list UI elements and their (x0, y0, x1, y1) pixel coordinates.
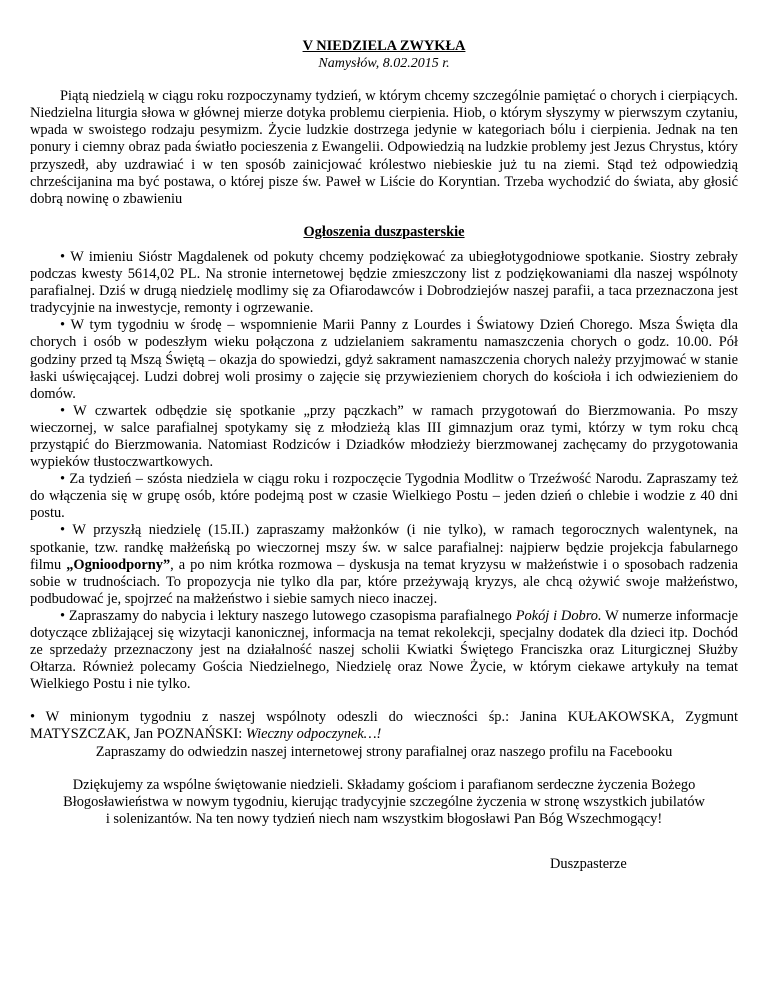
announcement-text: , a po nim krótka rozmowa – dyskusja na temat kryzysu w małżeństwie i o sposobach radzenia sobie w trudnościach. To propozycja nie tylko dla par, które przeżywają kryzys, ale chcą ożywić swoje małżeństwo, podbudować je, spojrzeć na małżeństwo i siebie samych nieco inaczej. (30, 556, 739, 607)
announcement-item: • W imieniu Sióstr Magdalenek od pokuty chcemy podziękować za ubiegłotygodniowe spotkanie. Siostry zebrały podczas kwesty 5614,02 PL. Na stronie internetowej będzie zmieszczony list z podziękowaniami dla naszej wspólnoty parafialnej. Dziś w drugą niedzielę modlimy się za Ofiarodawców i Dobrodziejów naszej parafii, a taca przeznaczona jest tradycyjnie na inwestycje, remonty i ogrzewanie. (30, 248, 738, 317)
announcement-text: • Zapraszamy do nabycia i lektury naszego lutowego czasopisma parafialnego (60, 607, 516, 624)
announcement-item: • W tym tygodniu w środę – wspomnienie Marii Panny z Lourdes i Światowy Dzień Chorego. Msza Święta dla chorych i osób w podeszłym wieku połączona z udzielaniem sakramentu namaszczenia chorych o godz. 10.00. Pół godziny przed tą Mszą Świętą – okazja do spowiedzi, gdyż sakrament namaszczenia chorych należy przyjmować w stanie łaski uświęcającej. Ludzi dobrej woli prosimy o zajęcie się przywiezieniem chorych do kościoła i ich odwiezieniem do domów. (30, 317, 738, 402)
obituary-prayer: Wieczny odpoczynek…! (245, 726, 382, 743)
intro-paragraph: Piątą niedzielą w ciągu roku rozpoczynamy tydzień, w którym chcemy szczególnie pamiętać o chorych i cierpiących. Niedzielna liturgia słowa w głównej mierze dotyka problemu cierpienia. Hiob, o którym słyszymy w pierwszym czytaniu, wpada w swoistego rodzaju pesymizm. Życie ludzkie dostrzega jedynie w kategoriach bólu i cierpienia. Jednak na ten ponury i ciemny obraz pada światło pocieszenia z Ewangelii. Odpowiedzią na ludzkie problemy jest Jezus Chrystus, który przyszedł, aby uzdrawiać i w ten sposób zainicjować królestwo niebieskie już tu na ziemi. Stąd też odpowiedzią chrześcijanina ma być postawa, o której pisze św. Paweł w Liście do Koryntian. Trzeba wychodzić do świata, aby głosić dobrą nowinę o zbawieniu (30, 88, 738, 207)
announcement-item: • Za tydzień – szósta niedziela w ciągu roku i rozpoczęcie Tygodnia Modlitw o Trzeźwość Narodu. Zapraszamy też do włączenia się w grupę osób, które podejmą post w czasie Wielkiego Postu – jeden dzień o chlebie i wodzie z 40 dni postu. (30, 471, 738, 522)
obituary-text: • W minionym tygodniu z naszej wspólnoty odeszli do wieczności śp.: Janina KUŁAKOWSKA, Zygmunt MATYSZCZAK, Jan POZNAŃSKI: (30, 709, 738, 743)
thanks-paragraph: Dziękujemy za wspólne świętowanie niedzieli. Składamy gościom i parafianom serdeczne życzenia Bożego Błogosławieństwa w nowym tygodniu, kierując tradycyjnie szczególne życzenia w stronę wszystkich jubilatów i solenizantów. Na ten nowy tydzień niech nam wszystkim błogosławi Pan Bóg Wszechmogący! (63, 776, 705, 827)
date-place: Namysłów, 8.02.2015 r. (318, 56, 450, 72)
announcement-text: W numerze informacje dotyczące zbliżającej się wizytacji kanonicznej, informacja na temat rekolekcji, specjalny dodatek dla dzieci itp. Dochód ze sprzedaży przeznaczony jest na działalność naszej scholii Kwiatki Świętego Franciszka oraz Liturgicznej Służby Ołtarza. Również polecamy Gościa Niedzielnego, Niedzielę oraz Nowe Życie, w którym ciekawe artykuły na temat Wielkiego Postu i nie tylko. (30, 607, 738, 693)
announcements-heading: Ogłoszenia duszpasterskie (303, 223, 465, 240)
obituary-paragraph (30, 709, 738, 743)
signature: Duszpasterze (550, 855, 627, 872)
page-title: V NIEDZIELA ZWYKŁA (302, 38, 466, 54)
announcement-item: • W czwartek odbędzie się spotkanie „przy pączkach” w ramach przygotowań do Bierzmowania. Po mszy wieczornej, w salce parafialnej spotykamy się z młodzieżą klas III gimnazjum oraz tymi, którzy w tym roku chcą przystąpić do Bierzmowania. Natomiast Rodziców i Dziadków młodzieży bierzmowanej zachęcamy do przygotowania wypieków tłustoczwartkowych. (30, 402, 738, 471)
film-title: „Ognioodporny” (66, 556, 171, 573)
website-invite: Zapraszamy do odwiedzin naszej internetowej strony parafialnej oraz naszego profilu na Facebooku (95, 743, 673, 760)
announcement-item-magazine (30, 608, 738, 693)
magazine-title: Pokój i Dobro. (515, 607, 602, 624)
announcement-item-film (30, 522, 738, 607)
announcement-text: • W przyszłą niedzielę (15.II.) zapraszamy małżonków (i nie tylko), w ramach tegorocznych walentynek, na spotkanie, tzw. randkę małżeńską po wieczornej mszy św. w salce parafialnej: najpierw będzie projekcja fabularnego filmu (30, 522, 738, 573)
